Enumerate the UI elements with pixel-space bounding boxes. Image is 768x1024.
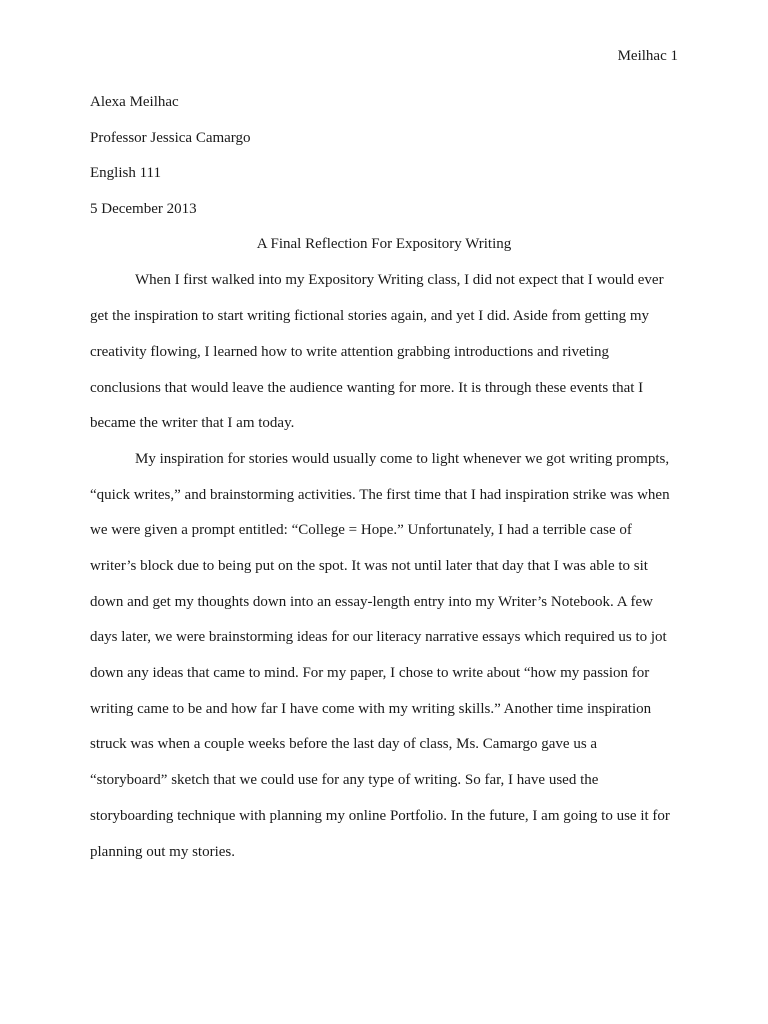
paragraph-2-line: “storyboard” sketch that we could use for any type of writing. So far, I have used the (90, 772, 599, 788)
paragraph-1-line: conclusions that would leave the audience wanting for more. It is through these events that I (90, 380, 644, 396)
essay-title: A Final Reflection For Expository Writing (256, 236, 512, 252)
paragraph-2-line: writing came to be and how far I have come with my writing skills.” Another time inspiration (90, 701, 652, 717)
paragraph-2-line: “quick writes,” and brainstorming activities. The first time that I had inspiration strike was when (90, 487, 670, 503)
paragraph-2-line: storyboarding technique with planning my online Portfolio. In the future, I am going to use it for (90, 808, 670, 824)
date: 5 December 2013 (90, 201, 197, 217)
course-name: English 111 (90, 165, 161, 181)
paragraph-1-line: creativity flowing, I learned how to write attention grabbing introductions and riveting (90, 344, 610, 360)
paragraph-2-line: struck was when a couple weeks before the last day of class, Ms. Camargo gave us a (90, 736, 598, 752)
professor-name: Professor Jessica Camargo (90, 130, 251, 146)
paragraph-2-line: we were given a prompt entitled: “College = Hope.” Unfortunately, I had a terrible case of (90, 522, 632, 538)
paragraph-2-line: writer’s block due to being put on the spot. It was not until later that day that I was able to sit (90, 558, 648, 574)
paragraph-1-line: became the writer that I am today. (90, 415, 295, 431)
paragraph-2-line: down and get my thoughts down into an essay-length entry into my Writer’s Notebook. A few (90, 594, 653, 610)
paragraph-1-line: When I first walked into my Expository Writing class, I did not expect that I would ever (135, 272, 664, 288)
author-name: Alexa Meilhac (90, 94, 179, 110)
paragraph-2-line: days later, we were brainstorming ideas for our literacy narrative essays which required us to jot (90, 629, 667, 645)
paragraph-2-line: planning out my stories. (90, 844, 235, 860)
running-header: Meilhac 1 (617, 48, 678, 64)
paragraph-1-line: get the inspiration to start writing fictional stories again, and yet I did. Aside from getting my (90, 308, 650, 324)
paragraph-2-line: down any ideas that came to mind. For my paper, I chose to write about “how my passion for (90, 665, 650, 681)
paragraph-2-line: My inspiration for stories would usually come to light whenever we got writing prompts, (135, 451, 670, 467)
